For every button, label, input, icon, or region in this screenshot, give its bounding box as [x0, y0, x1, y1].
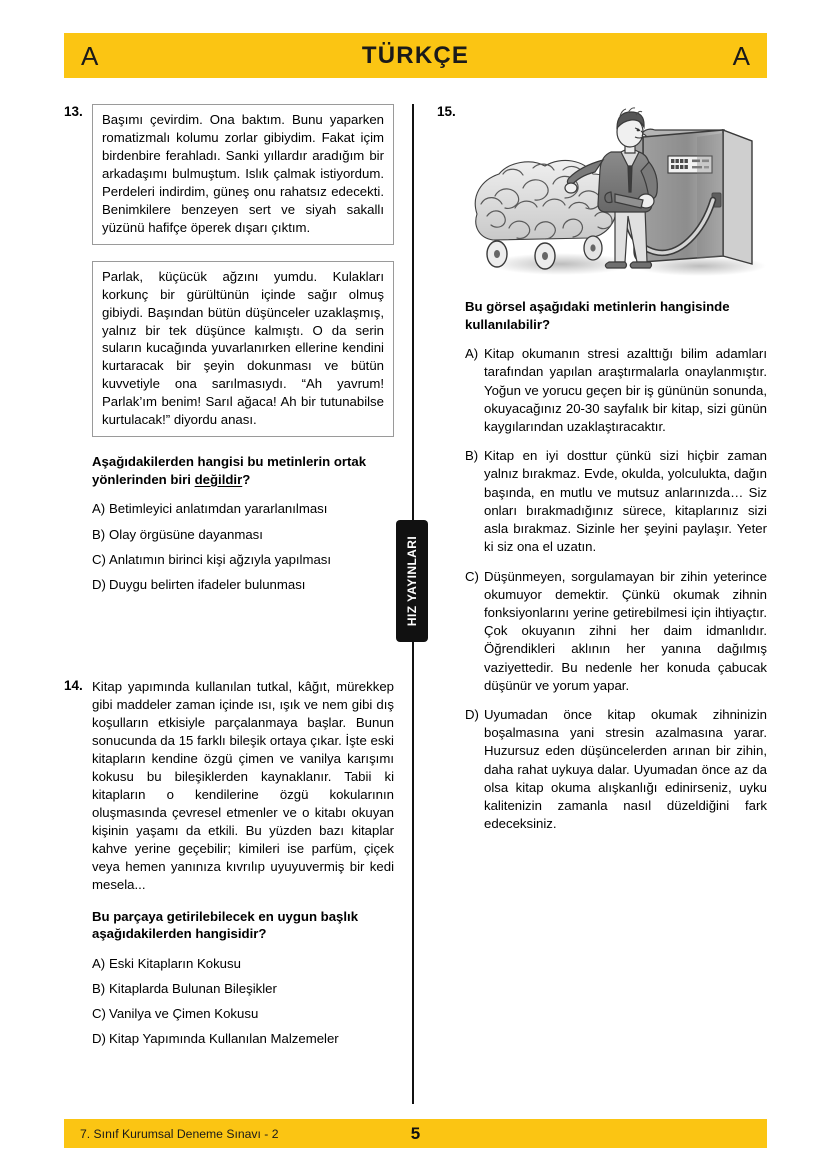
- publisher-badge: [396, 520, 428, 642]
- option-letter: B): [92, 526, 106, 542]
- option-letter: D): [92, 577, 106, 592]
- question-13-passage-1: Başımı çevirdim. Ona baktım. Bunu yaparken romatizmalı kolumu zorlar gibiydim. Fakat içim birdenbire ferahladı. Sanki yıllardır aradığım bir arkadaşımı bulmuştum. Islık çalmak istiyordum. Perdeleri indirdim, güneş onu rahatsız edecekti. Benimkilere benzeyen sert ve siyah sakallı yüzünü hafifçe öperek dışarı çıktım.: [92, 104, 394, 245]
- option-text: Olay örgüsüne dayanması: [109, 526, 263, 542]
- question-13-option-a[interactable]: [92, 500, 394, 518]
- question-13-number: 13.: [64, 104, 83, 119]
- option-text: Eski Kitapların Kokusu: [109, 955, 241, 971]
- question-14: [64, 678, 394, 1048]
- option-letter: D): [465, 707, 479, 723]
- brain-fuel-pump-illustration: [465, 104, 767, 284]
- question-14-option-b[interactable]: [92, 980, 394, 998]
- question-15-option-b[interactable]: [465, 447, 767, 556]
- option-letter: C): [92, 551, 106, 567]
- question-15-stem: Bu görsel aşağıdaki metinlerin hangisinde kullanılabilir?: [465, 299, 730, 332]
- question-14-number: 14.: [64, 678, 83, 694]
- left-column: [64, 104, 394, 1056]
- option-text: Duygu belirten ifadeler bulunması: [109, 577, 306, 592]
- question-13-stem: [92, 453, 394, 488]
- question-15-illustration: [465, 104, 767, 284]
- question-14-stem: Bu parçaya getirilebilecek en uygun başlık aşağıdakilerden hangisidir?: [92, 908, 359, 942]
- page-footer: [64, 1119, 767, 1148]
- question-15-option-c[interactable]: [465, 568, 767, 696]
- question-15-options: [465, 345, 767, 833]
- question-13-stem-before: Aşağıdakilerden hangisi bu metinlerin ortak yönlerinden biri: [92, 454, 367, 487]
- right-column: [437, 104, 767, 845]
- option-letter: A): [465, 346, 479, 362]
- question-15-option-a[interactable]: [465, 345, 767, 436]
- option-text: Kitaplarda Bulunan Bileşikler: [109, 980, 277, 996]
- option-letter: C): [92, 1006, 106, 1022]
- option-letter: A): [92, 501, 106, 517]
- question-14-option-a[interactable]: [92, 955, 394, 973]
- question-15-number: 15.: [437, 104, 456, 119]
- publisher-label: HIZ YAYINLARI: [405, 535, 419, 627]
- option-text: Betimleyici anlatımdan yararlanılması: [109, 501, 328, 517]
- question-13-option-d[interactable]: [92, 576, 394, 594]
- question-13-passage-2: Parlak, küçücük ağzını yumdu. Kulakları korkunç bir gürültünün içinde sağır olmuş gibiydi. Başından bütün düşünceler uzaklaşmış, yalnız bir tek düşünce kalmıştı. O da serin suların kucağında yuvarlanırken ellerine kendini kurtaracak bir şeyin dokunması ve bütün kuvvetiyle ona sarılmasıydı. “Ah yavrum! Parlak’ım benim! Sarıl ağaca! Ah bir tutunabilse kurtulacak!” diyordu anası.: [92, 261, 394, 438]
- page-number: 5: [410, 1123, 421, 1143]
- question-13-stem-underlined: değildir: [194, 471, 243, 487]
- question-14-passage: Kitap yapımında kullanılan tutkal, kâğıt, mürekkep gibi maddeler zaman içinde ısı, ışık ve nem gibi dış koşulların etkisiyle parçalanmaya başlar. Bunun sonucunda da 15 farklı bileşik ortaya çıkar. İşte eski kitapların kendine özgü çimen ve vanilya karışımı kokusu bu bileşiklerden kaynaklanır. Tabii ki kitapların o kendilerine özgü kokularının oluşmasında çevresel etmenler ve o kitabı okuyan kişinin yaşamı da etkili. Bu yüzden bazı kitaplar kahve yerine geçebilir; kimileri ise parfüm, çiçek veya hemen yanınıza kıvrılıp uyuyuvermiş bir kedi mesela...: [92, 679, 394, 892]
- option-letter: D): [92, 1031, 106, 1047]
- question-14-option-d[interactable]: [92, 1030, 394, 1048]
- question-14-options: [92, 955, 394, 1049]
- question-13-options: [92, 500, 394, 594]
- page-title: TÜRKÇE: [361, 41, 470, 69]
- option-text: Kitap okumanın stresi azalttığı bilim adamları tarafından yapılan araştırmalarla onaylanmıştır. Yoğun ve yorucu geçen bir iş gününün sonunda, okuyacağınız 20-30 sayfalık bir kitap, sizi günün kaygılarından uzaklaştıracaktır.: [484, 346, 767, 434]
- option-text: Kitap en iyi dosttur çünkü sizi hiçbir zaman yalnız bırakmaz. Evde, okulda, yolculukta, dağın başında, en mutlu ve mutsuz anlarınızda… Siz onları bırakmadığınız sürece, kitaplarınız sizi asla bırakmaz. Sizinle her şeyini paylaşır. Yeter ki siz ona el uzatın.: [484, 448, 767, 555]
- option-text: Kitap Yapımında Kullanılan Malzemeler: [109, 1031, 339, 1047]
- booklet-code-left: A: [81, 40, 99, 71]
- option-letter: B): [92, 980, 106, 996]
- option-text: Uyumadan önce kitap okumak zihninizin boşalmasına yani stresin azalmasına yarar. Huzursuz eden düşüncelerden arınan bir zihin, daha rahat uykuya dalar. Uyumadan önce az da olsa kitap okuma alışkanlığı edinirseniz, uyku kalitenizin zamanla nasıl düzeldiğini fark edeceksiniz.: [484, 707, 767, 832]
- option-text: Düşünmeyen, sorgulamayan bir zihin yeterince okumuyor demektir. Çünkü okumak zihnin fonksiyonlarını yerine getirebilmesi için ihtiyaçtır. Çok okuyanın zihni her daim idmanlıdır. Öğrendikleri aklının her yanına dağılmış vaziyettedir. Bu nedenle her konuda çabucak düşünür ve yorum yapar.: [484, 568, 767, 693]
- question-15: [437, 104, 767, 834]
- booklet-code-right: A: [732, 40, 750, 71]
- question-13-option-c[interactable]: [92, 551, 394, 569]
- question-13-option-b[interactable]: [92, 526, 394, 544]
- question-13: [64, 104, 394, 594]
- exam-title: 7. Sınıf Kurumsal Deneme Sınavı - 2: [80, 1126, 279, 1141]
- option-letter: B): [465, 448, 479, 464]
- option-text: Vanilya ve Çimen Kokusu: [109, 1006, 259, 1022]
- question-13-stem-after: ?: [242, 471, 251, 487]
- page-header: [64, 33, 767, 78]
- option-text: Anlatımın birinci kişi ağzıyla yapılması: [109, 551, 332, 567]
- option-letter: C): [465, 568, 479, 584]
- option-letter: A): [92, 955, 106, 971]
- question-15-option-d[interactable]: [465, 706, 767, 834]
- question-14-option-c[interactable]: [92, 1005, 394, 1023]
